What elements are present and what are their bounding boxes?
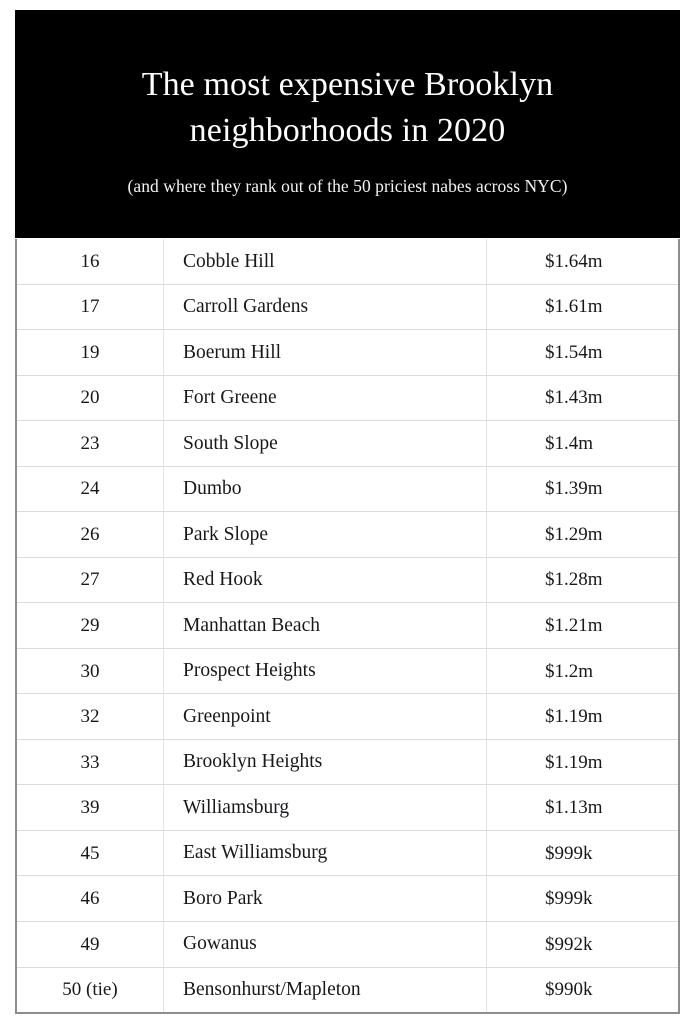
cell-price: $1.21m	[545, 615, 603, 637]
table-row	[17, 602, 678, 648]
cell-neighborhood: Dumbo	[164, 467, 487, 512]
cell-price: $999k	[545, 888, 593, 910]
table-row	[17, 648, 678, 694]
table-row	[17, 739, 678, 785]
table-row	[17, 466, 678, 512]
cell-neighborhood: Prospect Heights	[164, 649, 487, 694]
cell-rank: 49	[17, 922, 164, 967]
cell-rank: 27	[17, 558, 164, 603]
cell-neighborhood: Cobble Hill	[164, 239, 487, 284]
cell-rank: 39	[17, 785, 164, 830]
cell-price: $1.19m	[545, 751, 603, 773]
cell-neighborhood: Park Slope	[164, 512, 487, 557]
cell-rank: 46	[17, 876, 164, 921]
table-row	[17, 511, 678, 557]
cell-rank: 29	[17, 603, 164, 648]
cell-neighborhood: Carroll Gardens	[164, 285, 487, 330]
cell-price: $1.61m	[545, 296, 603, 318]
table-row	[17, 921, 678, 967]
cell-price: $1.4m	[545, 432, 594, 454]
page-subtitle: (and where they rank out of the 50 priciest nabes across NYC)	[127, 176, 568, 197]
cell-price: $992k	[545, 933, 593, 955]
cell-rank: 23	[17, 421, 164, 466]
cell-neighborhood: Bensonhurst/Mapleton	[164, 968, 487, 1013]
table-row	[17, 967, 678, 1013]
cell-price: $990k	[545, 979, 593, 1001]
cell-price: $1.13m	[545, 797, 603, 819]
cell-rank: 20	[17, 376, 164, 421]
cell-neighborhood: Fort Greene	[164, 376, 487, 421]
cell-neighborhood: East Williamsburg	[164, 831, 487, 876]
table-row	[17, 693, 678, 739]
cell-neighborhood: Brooklyn Heights	[164, 740, 487, 785]
cell-rank: 50 (tie)	[17, 968, 164, 1013]
cell-rank: 17	[17, 285, 164, 330]
cell-neighborhood: Gowanus	[164, 922, 487, 967]
table-row	[17, 329, 678, 375]
cell-rank: 45	[17, 831, 164, 876]
cell-price: $1.2m	[545, 660, 594, 682]
cell-neighborhood: Boerum Hill	[164, 330, 487, 375]
cell-price: $1.19m	[545, 706, 603, 728]
cell-neighborhood: Greenpoint	[164, 694, 487, 739]
cell-rank: 19	[17, 330, 164, 375]
cell-price: $1.39m	[545, 478, 603, 500]
cell-neighborhood: Red Hook	[164, 558, 487, 603]
table-row	[17, 375, 678, 421]
table-row	[17, 557, 678, 603]
cell-rank: 16	[17, 239, 164, 284]
table-body	[17, 239, 678, 1012]
table-row	[17, 239, 678, 284]
cell-neighborhood: Boro Park	[164, 876, 487, 921]
table-row	[17, 420, 678, 466]
cell-rank: 26	[17, 512, 164, 557]
cell-neighborhood: Manhattan Beach	[164, 603, 487, 648]
table-row	[17, 784, 678, 830]
cell-rank: 32	[17, 694, 164, 739]
header-band	[15, 10, 680, 238]
cell-neighborhood: Williamsburg	[164, 785, 487, 830]
table-row	[17, 284, 678, 330]
cell-price: $1.43m	[545, 387, 603, 409]
cell-price: $1.28m	[545, 569, 603, 591]
cell-rank: 33	[17, 740, 164, 785]
ranking-table	[15, 239, 680, 1014]
table-row	[17, 875, 678, 921]
table-row	[17, 830, 678, 876]
cell-rank: 24	[17, 467, 164, 512]
cell-neighborhood: South Slope	[164, 421, 487, 466]
cell-price: $1.54m	[545, 341, 603, 363]
cell-price: $999k	[545, 842, 593, 864]
page-title: The most expensive Brooklyn neighborhoods in 2020	[141, 66, 554, 150]
cell-price: $1.29m	[545, 523, 603, 545]
cell-price: $1.64m	[545, 250, 603, 272]
cell-rank: 30	[17, 649, 164, 694]
